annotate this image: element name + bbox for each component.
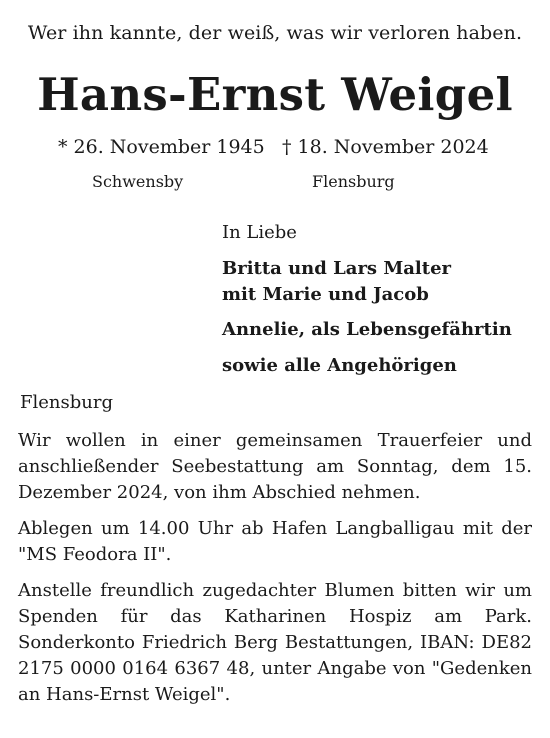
family-intro: In Liebe (222, 222, 297, 243)
life-places (0, 172, 550, 196)
life-dates (0, 136, 550, 166)
motto: Wer ihn kannte, der weiß, was wir verloren haben. (27, 22, 523, 44)
mourner-line: mit Marie und Jacob (222, 284, 429, 305)
mourner-line: Britta und Lars Malter (222, 258, 451, 279)
death-place: Flensburg (312, 172, 395, 191)
mourner-line: Annelie, als Lebensgefährtin (222, 319, 512, 340)
birth-place: Schwensby (92, 172, 184, 191)
departure-paragraph: Ablegen um 14.00 Uhr ab Hafen Langballigau mit der "MS Feodora II". (18, 518, 532, 565)
city: Flensburg (20, 392, 113, 413)
mourner-line: sowie alle Angehörigen (222, 355, 457, 376)
death-date: † 18. November 2024 (282, 136, 489, 158)
ceremony-paragraph: Wir wollen in einer gemeinsamen Trauerfeier und anschließender Seebestattung am Sonntag, dem 15. Dezember 2024, von ihm Abschied nehmen. (18, 430, 532, 503)
deceased-name: Hans-Ernst Weigel (37, 68, 513, 121)
birth-date: * 26. November 1945 (58, 136, 265, 158)
donation-paragraph: Anstelle freundlich zugedachter Blumen bitten wir um Spenden für das Katharinen Hospiz am Park. Sonderkonto Friedrich Berg Bestattungen, IBAN: DE82 2175 0000 0164 6367 48, unter Angabe von "Gedenken an Hans-Ernst Weigel". (18, 580, 532, 705)
